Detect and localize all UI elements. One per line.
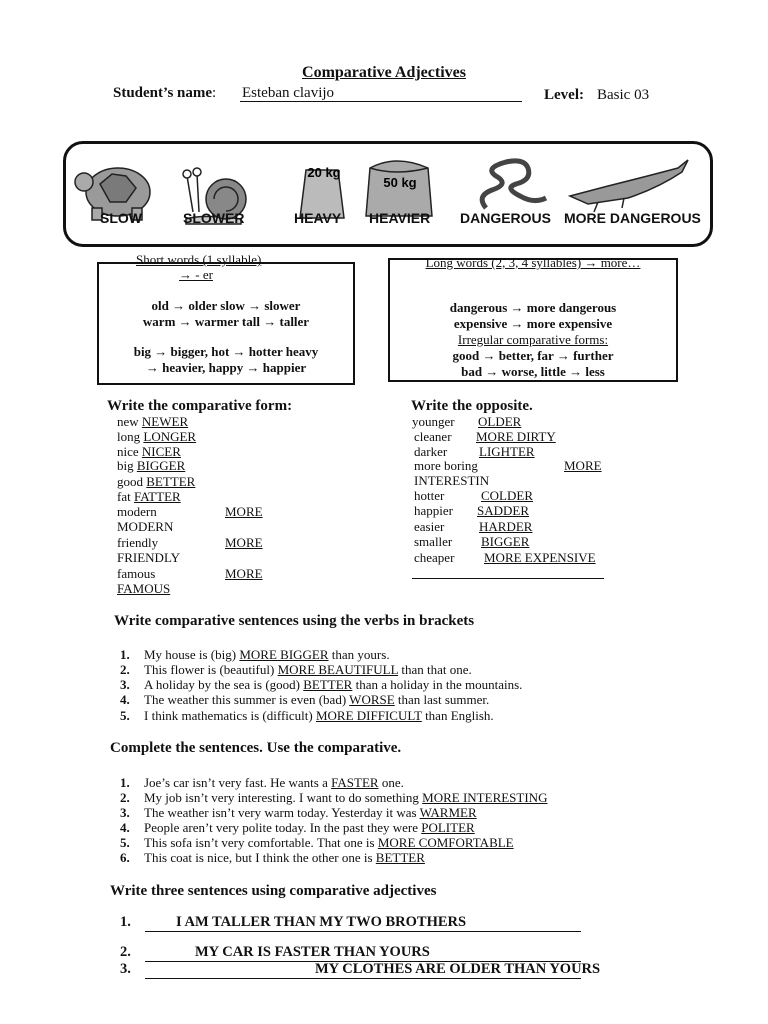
long-words-box [388,255,678,382]
list-item: 6. This coat is nice, but I think the other one is BETTER [120,850,425,865]
answer[interactable]: MORE [564,458,602,473]
short-words-rule: → - er [179,267,213,282]
answer[interactable]: MORE EXPENSIVE [484,550,596,565]
list-item: modern [117,504,157,519]
section2-heading: Write comparative sentences using the verbs in brackets [114,613,475,629]
list-item: cleaner [414,429,452,444]
long-words-line1: dangerous → more dangerous [449,300,617,315]
answer[interactable]: MORE [225,566,263,581]
answer[interactable]: COLDER [481,488,533,503]
comparative-form-heading: Write the comparative form: [107,398,293,414]
list-item: 1. Joe’s car isn’t very fast. He wants a FASTER one. [120,775,404,790]
answer-underline [412,578,604,579]
answer[interactable]: HARDER [479,519,533,534]
short-words-line4: → heavier, happy → happier [145,360,307,375]
short-words-line3: big → bigger, hot → hotter heavy [133,344,319,359]
answer-underline [145,931,581,932]
opposite-heading: Write the opposite. [411,398,533,414]
answer[interactable]: LIGHTER [479,444,535,459]
short-words-heading: Short words (1 syllable) [136,252,262,267]
level-label: Level: [544,87,584,103]
banner-label-dangerous: DANGEROUS [460,210,552,226]
short-words-line2: warm → warmer tall → taller [142,314,310,329]
section4-sentence-2[interactable]: MY CAR IS FASTER THAN YOURS [195,944,430,960]
list-item: 4. The weather this summer is even (bad) WORSE than last summer. [120,692,490,707]
banner-label-slow: SLOW [100,210,142,226]
answer-wrap[interactable]: MODERN [117,519,174,534]
weight-20kg: 20 kg [307,165,341,180]
banner-label-more-dangerous: MORE DANGEROUS [564,210,701,226]
list-item: younger [412,414,455,429]
list-item: long LONGER [117,429,197,444]
section4-sentence-1[interactable]: I AM TALLER THAN MY TWO BROTHERS [176,914,467,930]
list-item: fat FATTER [117,489,181,504]
answer[interactable]: MORE [225,504,263,519]
list-item: 5. I think mathematics is (difficult) MORE DIFFICULT than English. [120,708,494,723]
banner-label-slower: SLOWER [183,210,245,226]
answer[interactable]: SADDER [477,503,530,518]
section4-sentence-3[interactable]: MY CLOTHES ARE OLDER THAN YOURS [315,961,601,977]
worksheet-title: Comparative Adjectives [302,64,466,81]
banner-label-heavier: HEAVIER [369,210,431,226]
crocodile-icon [570,160,688,212]
student-name-value[interactable]: Esteban clavijo [242,85,335,101]
list-item: 1. My house is (big) MORE BIGGER than yours. [120,647,390,662]
snake-icon [482,161,546,208]
list-item: smaller [414,534,453,549]
irregular-forms-heading: Irregular comparative forms: [457,332,609,347]
list-item: 5. This sofa isn’t very comfortable. That one is MORE COMFORTABLE [120,835,514,850]
level-value[interactable]: Basic 03 [597,87,650,103]
list-item: hotter [414,488,445,503]
list-item: 4. People aren’t very polite today. In the past they were POLITER [120,820,475,835]
long-words-heading: Long words (2, 3, 4 syllables) → more… [425,255,641,270]
long-words-line3: good → better, far → further [452,348,614,363]
list-item: cheaper [414,550,455,565]
list-item: darker [414,444,448,459]
answer-underline [145,978,581,979]
student-name-underline [240,101,522,102]
list-item: 2. My job isn’t very interesting. I want to do something MORE INTERESTING [120,790,548,805]
answer[interactable]: MORE DIRTY [476,429,556,444]
answer[interactable]: MORE [225,535,263,550]
list-item: nice NICER [117,444,181,459]
answer[interactable]: OLDER [478,414,522,429]
list-item: new NEWER [117,414,189,429]
list-item: happier [414,503,453,518]
list-item: more boring [414,458,478,473]
banner-illustrations [66,144,710,244]
list-item: 3. The weather isn’t very warm today. Yesterday it was WARMER [120,805,477,820]
answer-wrap[interactable]: FRIENDLY [117,550,180,565]
student-name-label: Student’s name [113,85,213,101]
answer[interactable]: BIGGER [481,534,530,549]
list-item: 3. A holiday by the sea is (good) BETTER than a holiday in the mountains. [120,677,523,692]
weight-50kg: 50 kg [383,175,417,190]
section4-heading: Write three sentences using comparative adjectives [110,883,437,899]
long-words-line4: bad → worse, little → less [461,364,605,379]
short-words-line1: old → older slow → slower [151,298,301,313]
student-name-row: Student’s name: [113,85,217,101]
list-item: easier [414,519,445,534]
list-item: good BETTER [117,474,196,489]
section4-number-1: 1. [120,914,131,930]
section3-heading: Complete the sentences. Use the comparative. [110,740,402,756]
list-item: 2. This flower is (beautiful) MORE BEAUTIFULL than that one. [120,662,472,677]
answer-wrap[interactable]: FAMOUS [117,581,171,596]
list-item: friendly [117,535,159,550]
section4-number-3: 3. [120,961,131,977]
banner-label-heavy: HEAVY [294,210,342,226]
list-item: big BIGGER [117,458,186,473]
list-item: famous [117,566,156,581]
section4-number-2: 2. [120,944,131,960]
long-words-line2: expensive → more expensive [453,316,613,331]
answer-wrap[interactable]: INTERESTIN [414,473,490,488]
short-words-box [97,262,355,385]
